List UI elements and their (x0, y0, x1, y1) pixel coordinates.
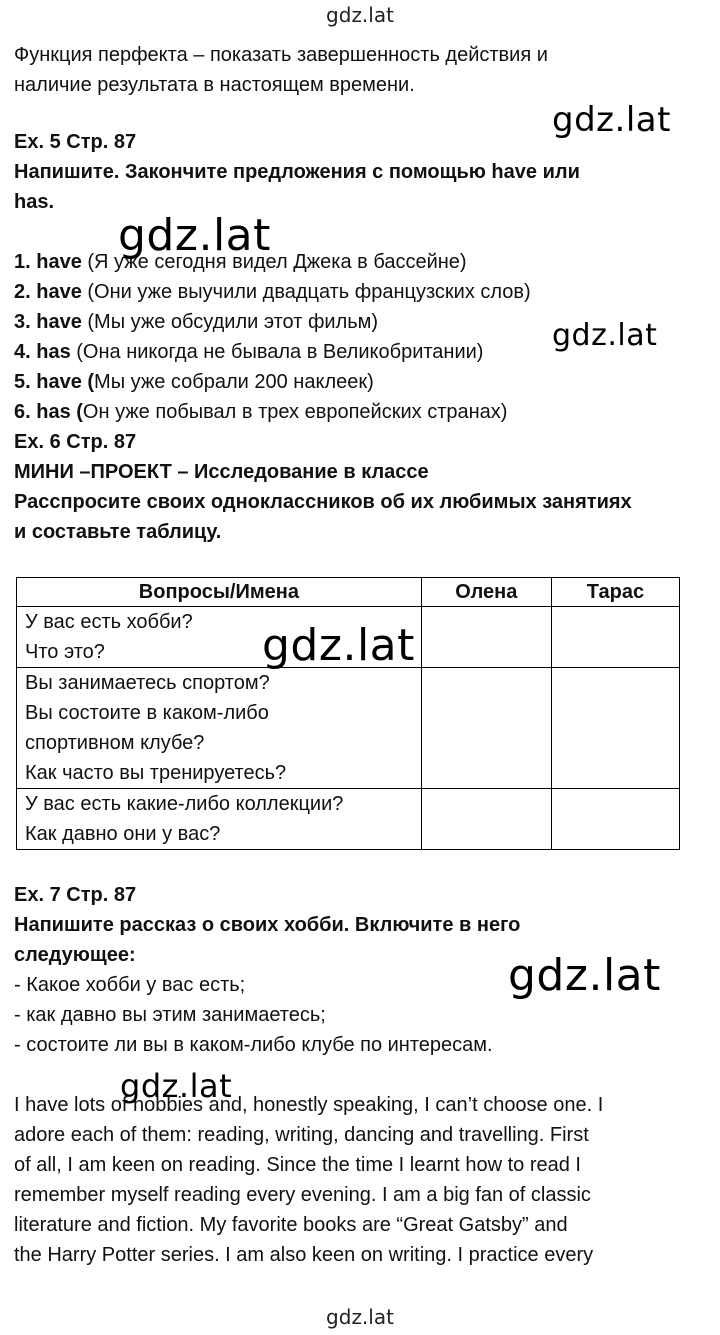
answer-cell-taras (551, 668, 679, 789)
ex5-item-answer: 6. has ( (14, 401, 83, 423)
ex7-bullet: - Какое хобби у вас есть; (14, 974, 246, 996)
ex5-item (14, 307, 704, 337)
story-line: adore each of them: reading, writing, dancing and travelling. First (14, 1124, 589, 1146)
page-header: gdz.lat (326, 3, 394, 27)
ex5-item-translation: (Мы уже обсудили этот фильм) (81, 311, 379, 333)
ex5-instruction: Напишите. Закончите предложения с помощью have или (14, 161, 580, 183)
table-header-row (17, 578, 680, 607)
ex5-item-answer: 3. have (14, 311, 82, 333)
story-line: I have lots of hobbies and, honestly speaking, I can’t choose one. I (14, 1094, 604, 1116)
question-cell (17, 607, 422, 668)
survey-table (16, 577, 680, 850)
question-cell (17, 789, 422, 850)
ex6-instruction: и составьте таблицу. (14, 521, 222, 543)
page-footer: gdz.lat (326, 1305, 394, 1329)
answer-cell-olena (421, 789, 551, 850)
ex7-bullet: - как давно вы этим занимаетесь; (14, 1004, 326, 1026)
ex7-instruction: следующее: (14, 944, 136, 966)
ex5-item-translation: (Она никогда не бывала в Великобритании) (70, 341, 484, 363)
table-header-cell: Тарас (551, 578, 679, 607)
answer-cell-olena (421, 668, 551, 789)
watermark: gdz.lat (262, 620, 415, 671)
ex5-item-translation: Мы уже собрали 200 наклеек) (94, 371, 374, 393)
ex5-item-answer: 5. have ( (14, 371, 95, 393)
ex7-bullet: - состоите ли вы в каком-либо клубе по интересам. (14, 1034, 493, 1056)
document-body (14, 40, 704, 1270)
question-line: У вас есть какие-либо коллекции? (25, 793, 344, 815)
answer-cell-taras (551, 607, 679, 668)
question-line: Как давно они у вас? (25, 823, 221, 845)
ex5-item-translation: (Они уже выучили двадцать французских слов) (81, 281, 531, 303)
intro-line: Функция перфекта – показать завершенность действия и (14, 44, 548, 66)
ex5-item-answer: 1. have (14, 251, 82, 273)
watermark: gdz.lat (120, 1067, 233, 1105)
question-line: Что это? (25, 641, 105, 663)
ex5-item-answer: 4. has (14, 341, 71, 363)
watermark: gdz.lat (552, 100, 671, 140)
question-line: спортивном клубе? (25, 732, 205, 754)
table-header-cell: Олена (421, 578, 551, 607)
story-line: the Harry Potter series. I am also keen on writing. I practice every (14, 1244, 594, 1266)
ex6-subtitle: МИНИ –ПРОЕКТ – Исследование в классе (14, 461, 429, 483)
ex5-item-answer: 2. have (14, 281, 82, 303)
table-row (17, 668, 680, 789)
question-line: Вы состоите в каком-либо (25, 702, 269, 724)
table-row (17, 607, 680, 668)
watermark: gdz.lat (508, 950, 661, 1001)
answer-cell-olena (421, 607, 551, 668)
ex5-item (14, 247, 704, 277)
story-line: of all, I am keen on reading. Since the time I learnt how to read I (14, 1154, 581, 1176)
question-line: У вас есть хобби? (25, 611, 193, 633)
table-header-cell: Вопросы/Имена (17, 578, 422, 607)
ex7-instruction: Напишите рассказ о своих хобби. Включите в него (14, 914, 521, 936)
ex7-title: Ex. 7 Стр. 87 (14, 884, 137, 906)
story-line: literature and fiction. My favorite books are “Great Gatsby” and (14, 1214, 568, 1236)
ex5-item (14, 337, 704, 367)
answer-cell-taras (551, 789, 679, 850)
ex5-instruction: has. (14, 191, 55, 213)
ex5-item (14, 277, 704, 307)
watermark: gdz.lat (552, 318, 658, 353)
question-cell (17, 668, 422, 789)
ex5-title: Ex. 5 Стр. 87 (14, 131, 137, 153)
ex5-item-translation: (Я уже сегодня видел Джека в бассейне) (81, 251, 467, 273)
watermark: gdz.lat (118, 210, 271, 261)
ex5-item (14, 397, 704, 427)
ex6-title: Ex. 6 Стр. 87 (14, 431, 137, 453)
ex6-instruction: Расспросите своих одноклассников об их любимых занятиях (14, 491, 632, 513)
story-line: remember myself reading every evening. I am a big fan of classic (14, 1184, 591, 1206)
ex5-item (14, 367, 704, 397)
ex5-item-translation: Он уже побывал в трех европейских странах) (82, 401, 508, 423)
question-line: Вы занимаетесь спортом? (25, 672, 270, 694)
intro-line: наличие результата в настоящем времени. (14, 74, 415, 96)
table-row (17, 789, 680, 850)
question-line: Как часто вы тренируетесь? (25, 762, 287, 784)
